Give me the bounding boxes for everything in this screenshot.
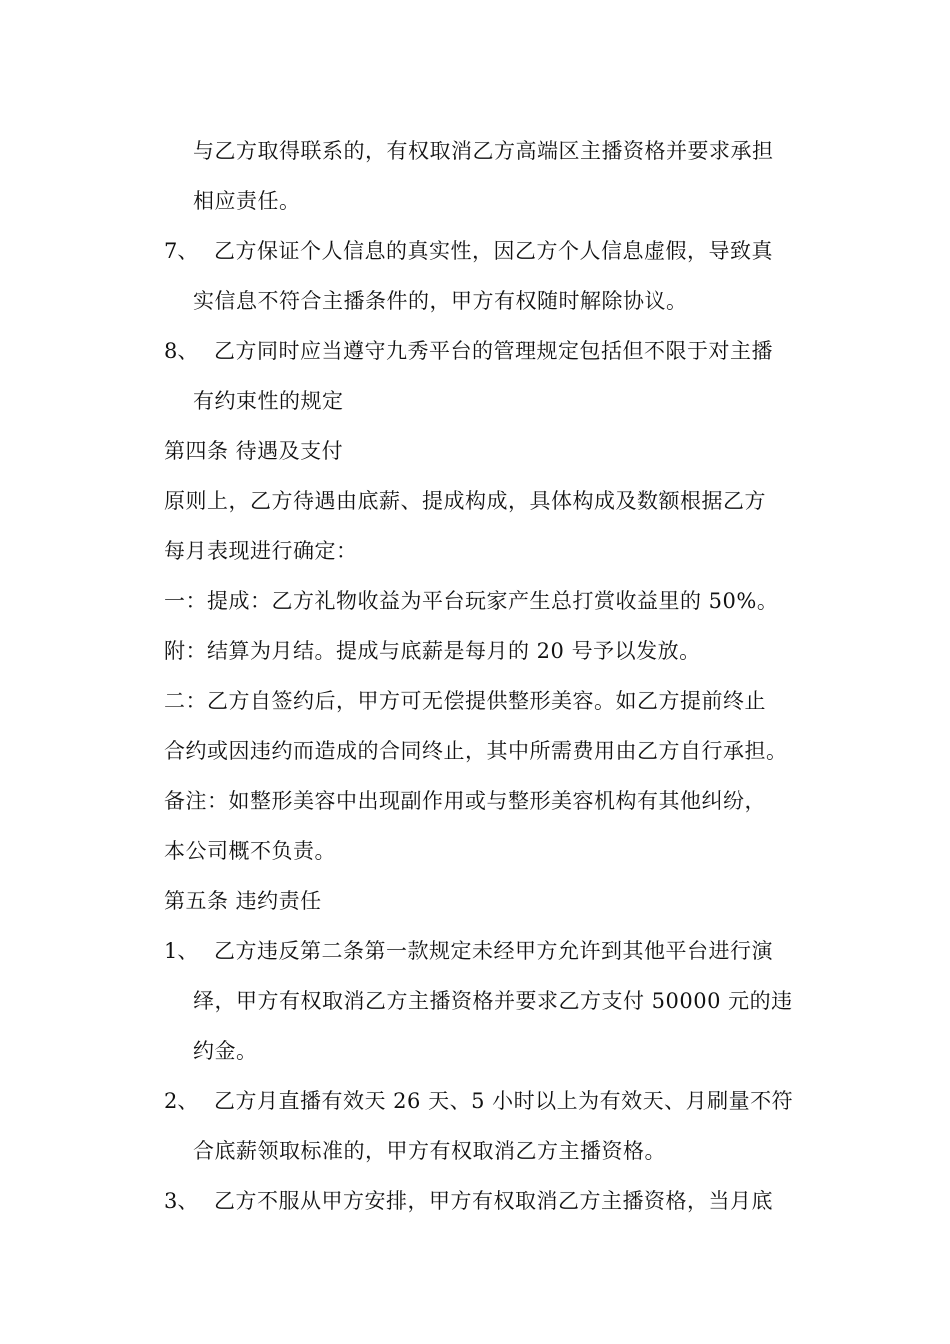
- text-line: 合底薪领取标准的，甲方有权取消乙方主播资格。: [193, 1139, 666, 1163]
- text-line: 一：提成：乙方礼物收益为平台玩家产生总打赏收益里的 50%。: [164, 589, 779, 613]
- text-line: 每月表现进行确定：: [164, 539, 358, 563]
- text-line: 乙方同时应当遵守九秀平台的管理规定包括但不限于对主播: [214, 339, 773, 363]
- text-line: 二：乙方自签约后，甲方可无偿提供整形美容。如乙方提前终止: [164, 689, 766, 713]
- list-number: 7、: [164, 239, 199, 263]
- text-line: 与乙方取得联系的，有权取消乙方高端区主播资格并要求承担: [193, 139, 774, 163]
- text-line: 本公司概不负责。: [164, 839, 336, 863]
- list-number: 3、: [164, 1189, 199, 1213]
- text-line: 原则上，乙方待遇由底薪、提成构成，具体构成及数额根据乙方: [164, 489, 766, 513]
- list-number: 8、: [164, 339, 199, 363]
- text-line: 绎，甲方有权取消乙方主播资格并要求乙方支付 50000 元的违: [193, 989, 793, 1013]
- text-line: 有约束性的规定: [193, 389, 344, 413]
- text-line: 约金。: [193, 1039, 258, 1063]
- list-number: 2、: [164, 1089, 199, 1113]
- section-heading: 第五条 违约责任: [164, 889, 322, 913]
- text-line: 附：结算为月结。提成与底薪是每月的 20 号予以发放。: [164, 639, 701, 663]
- text-line: 实信息不符合主播条件的，甲方有权随时解除协议。: [193, 289, 688, 313]
- text-line: 相应责任。: [193, 189, 301, 213]
- text-line: 乙方不服从甲方安排，甲方有权取消乙方主播资格，当月底: [214, 1189, 773, 1213]
- section-heading: 第四条 待遇及支付: [164, 439, 344, 463]
- text-line: 乙方保证个人信息的真实性，因乙方个人信息虚假，导致真: [214, 239, 773, 263]
- list-number: 1、: [164, 939, 199, 963]
- text-line: 乙方违反第二条第一款规定未经甲方允许到其他平台进行演: [214, 939, 773, 963]
- text-line: 乙方月直播有效天 26 天、5 小时以上为有效天、月刷量不符: [214, 1089, 794, 1113]
- text-line: 合约或因违约而造成的合同终止，其中所需费用由乙方自行承担。: [164, 739, 788, 763]
- text-line: 备注：如整形美容中出现副作用或与整形美容机构有其他纠纷，: [164, 789, 766, 813]
